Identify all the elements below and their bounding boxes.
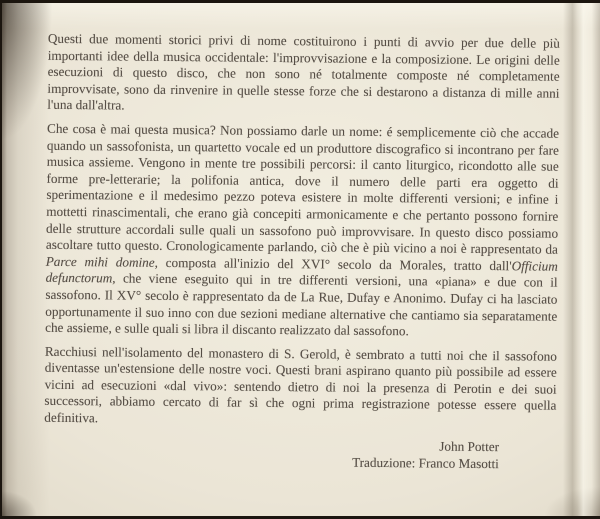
paragraph-recording: Racchiusi nell'isolamento del monastero di S. Gerold, è sembrato a tutti noi che il sassofono diventasse un'estensione delle nostre voci. Questi brani aspirano quanto più possibile ad essere vicini ad esecuzioni «dal vivo»: sentendo dietro di noi la presenza di Perotin e dei suoi successori, abbiamo cercato di far sì che ogni prima registrazione potesse essere quella definitiva. bbox=[44, 343, 557, 426]
liner-notes bbox=[44, 31, 560, 473]
translation-credit: Traduzione: Franco Masotti bbox=[352, 454, 499, 471]
paragraph-repertoire: Che cosa è mai questa musica? Non possiamo darle un nome: é semplicemente ciò che accade quando un sassofonista, un quartetto vocale ed un produttore discografico si incontrano per fare musica assieme. Vengono in mente tre possibili percorsi: il canto liturgico, ricondotto alle sue forme pre-letterarie; la polifonia antica, dove il numero delle parti era oggetto di sperimentazione e il medesimo pezzo poteva esistere in molte differenti versioni; e infine i mottetti rinascimentali, che erano già concepiti armonicamente e che pertanto possono fornire delle strutture accordali sulle quali un sassofono può improvvisare. In questo disco possiamo ascoltare tutto questo. Cronologicamente parlando, ciò che è più vicino a noi è rappresentato da Parce mihi domine, composta all'inizio del XVI° secolo da Morales, tratto dall'Officium defunctorum, che viene eseguito qui in tre differenti versioni, una «piana» e due con il sassofono. Il XV° secolo è rappresentato da de La Rue, Dufay e Anonimo. Dufay ci ha lasciato opportunamente il suo inno con due sezioni mediane alternative che cantiamo sia separatamente che assieme, e sulle quali si libra il discanto realizzato dal sassofono. bbox=[45, 120, 560, 339]
booklet-page bbox=[2, 3, 600, 516]
credits-block bbox=[44, 433, 556, 472]
paragraph-origins: Questi due momenti storici privi di nome costituirono i punti di avvio per due delle più importanti idee della musica occidentale: l'improvvisazione e la composizione. Le origini delle esecuzioni di questo disco, che non sono né totalmente composte né completamente improvvisate, sono da rinvenire in quelle stesse forze che si destarono a distanza di mille anni l'una dall'altra. bbox=[47, 30, 560, 113]
author-signature: John Potter bbox=[439, 438, 500, 454]
